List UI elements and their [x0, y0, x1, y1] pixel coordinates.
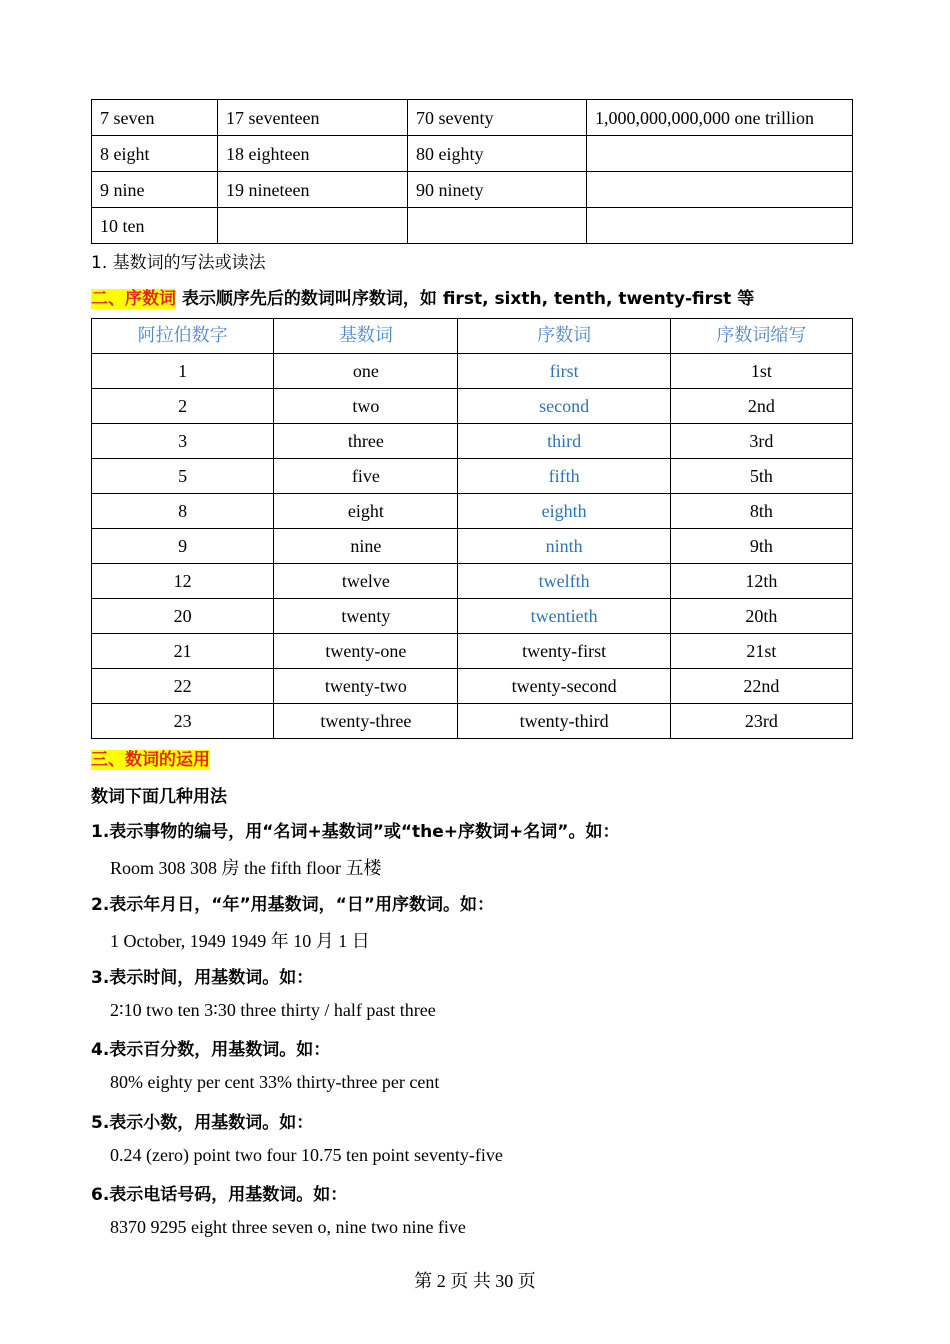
table-row [92, 354, 853, 389]
table-cell: 7 seven [92, 100, 218, 136]
table-cell: two [274, 389, 458, 424]
usage-example: Room 308 308 房 the fifth floor 五楼 [110, 858, 382, 878]
table-cell: 10 ten [92, 208, 218, 244]
table-cell [587, 172, 853, 208]
table-cell: second [458, 389, 670, 424]
usage-title: 5.表示小数，用基数词。如： [91, 1113, 314, 1133]
table-cell: ninth [458, 529, 670, 564]
table-cell: twenty-second [458, 669, 670, 704]
table-cell: 3 [92, 424, 274, 459]
usage-example: 1 October, 1949 1949 年 10 月 1 日 [110, 931, 370, 951]
table-cell: 9th [670, 529, 852, 564]
section-2-line [91, 284, 754, 309]
table-cell [218, 208, 408, 244]
usage-example: 0.24 (zero) point two four 10.75 ten point seventy-five [110, 1145, 503, 1165]
table-cell: 5 [92, 459, 274, 494]
table-cell: one [274, 354, 458, 389]
table-cell: nine [274, 529, 458, 564]
table-row [92, 389, 853, 424]
table-cell: twelve [274, 564, 458, 599]
table-row [92, 208, 853, 244]
table-cell [408, 208, 587, 244]
table-cell: 70 seventy [408, 100, 587, 136]
header-ordinal: 序数词 [458, 319, 670, 354]
table-cell: first [458, 354, 670, 389]
header-arabic: 阿拉伯数字 [92, 319, 274, 354]
header-abbreviation: 序数词缩写 [670, 319, 852, 354]
usage-example: 2∶10 two ten 3∶30 three thirty / half past three [110, 1000, 436, 1020]
table-row [92, 564, 853, 599]
table-cell: five [274, 459, 458, 494]
page-footer: 第 2 页 共 30 页 [414, 1271, 536, 1291]
table-cell: 18 eighteen [218, 136, 408, 172]
table-cell: 21st [670, 634, 852, 669]
table-cell: 2 [92, 389, 274, 424]
usage-title: 3.表示时间，用基数词。如： [91, 968, 314, 988]
table-row [92, 634, 853, 669]
table-cell [587, 136, 853, 172]
table-cell: 8th [670, 494, 852, 529]
table-cell: 1st [670, 354, 852, 389]
cardinal-note: 1. 基数词的写法或读法 [91, 253, 266, 273]
table-cell: 12 [92, 564, 274, 599]
section-3-heading: 三、数词的运用 [91, 750, 210, 770]
usage-example: 80% eighty per cent 33% thirty-three per cent [110, 1072, 440, 1092]
table-header-row [92, 319, 853, 354]
table-cell: 23rd [670, 704, 852, 739]
usage-title: 2.表示年月日，“年”用基数词，“日”用序数词。如： [91, 895, 494, 915]
table-cell: 21 [92, 634, 274, 669]
table-row [92, 704, 853, 739]
table-cell: 12th [670, 564, 852, 599]
table-cell: third [458, 424, 670, 459]
table-cell: 8 eight [92, 136, 218, 172]
table-row [92, 100, 853, 136]
table-cell: 5th [670, 459, 852, 494]
usage-example: 8370 9295 eight three seven o, nine two nine five [110, 1217, 466, 1237]
table-cell: 90 ninety [408, 172, 587, 208]
table-cell: 1 [92, 354, 274, 389]
table-cell: 20th [670, 599, 852, 634]
table-cell: twelfth [458, 564, 670, 599]
table-cell: twenty-two [274, 669, 458, 704]
table-cell: 17 seventeen [218, 100, 408, 136]
table-cell: 23 [92, 704, 274, 739]
table-row [92, 669, 853, 704]
table-row [92, 494, 853, 529]
ordinal-number-table [91, 318, 853, 739]
table-cell: 9 [92, 529, 274, 564]
section-2-description: 表示顺序先后的数词叫序数词，如 first, sixth, tenth, twenty-first 等 [176, 289, 755, 309]
table-cell: 3rd [670, 424, 852, 459]
table-cell: fifth [458, 459, 670, 494]
section-2-heading: 二、序数词 [91, 289, 176, 309]
table-cell: twenty-third [458, 704, 670, 739]
usage-title: 1.表示事物的编号，用“名词+基数词”或“the+序数词+名词”。如： [91, 822, 620, 842]
table-cell: twenty-three [274, 704, 458, 739]
table-cell: 9 nine [92, 172, 218, 208]
table-cell: 80 eighty [408, 136, 587, 172]
section-3-line [91, 745, 210, 770]
table-cell: 2nd [670, 389, 852, 424]
table-cell: 20 [92, 599, 274, 634]
table-cell: 22nd [670, 669, 852, 704]
table-row [92, 529, 853, 564]
table-cell: 19 nineteen [218, 172, 408, 208]
table-row [92, 459, 853, 494]
table-row [92, 172, 853, 208]
table-cell: 8 [92, 494, 274, 529]
table-cell: twenty-one [274, 634, 458, 669]
table-row [92, 599, 853, 634]
table-cell: three [274, 424, 458, 459]
table-cell: eighth [458, 494, 670, 529]
table-cell: 1,000,000,000,000 one trillion [587, 100, 853, 136]
table-cell: twentieth [458, 599, 670, 634]
usage-title: 4.表示百分数，用基数词。如： [91, 1040, 331, 1060]
cardinal-number-table [91, 99, 853, 244]
table-row [92, 136, 853, 172]
header-cardinal: 基数词 [274, 319, 458, 354]
table-cell: 22 [92, 669, 274, 704]
table-cell [587, 208, 853, 244]
usage-title: 6.表示电话号码，用基数词。如： [91, 1185, 348, 1205]
table-cell: twenty [274, 599, 458, 634]
usage-intro: 数词下面几种用法 [91, 787, 227, 807]
table-row [92, 424, 853, 459]
table-cell: eight [274, 494, 458, 529]
table-cell: twenty-first [458, 634, 670, 669]
